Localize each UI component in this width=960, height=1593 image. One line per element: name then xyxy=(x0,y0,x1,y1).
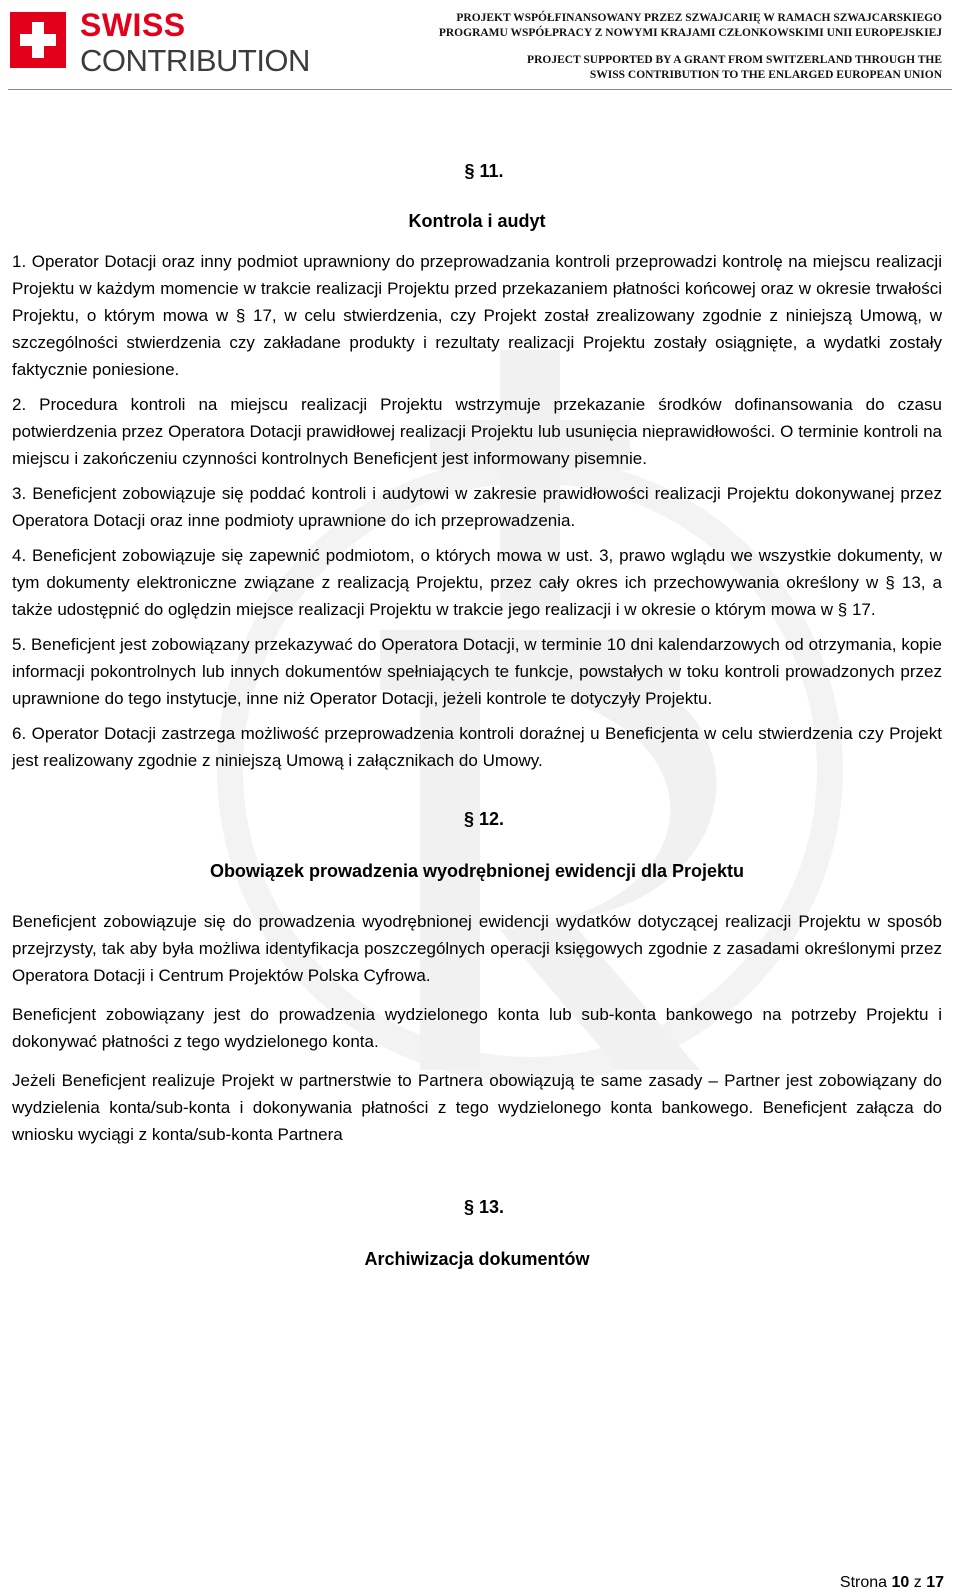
section-13-number: § 13. xyxy=(463,1197,505,1217)
logo-contribution-text: CONTRIBUTION xyxy=(80,43,310,78)
section-12-paragraph-2: Beneficjent zobowiązany jest do prowadzenia wydzielonego konta lub sub-konta bankowego na potrzeby Projektu i dokonywać płatności z tego wydzielonego konta. xyxy=(12,1005,942,1051)
footer-page-total: 17 xyxy=(926,1574,944,1591)
header-polish-line-1: PROJEKT WSPÓŁFINANSOWANY PRZEZ SZWAJCARIĘ W RAMACH SZWAJCARSKIEGO xyxy=(456,12,942,24)
section-11-paragraph-4: 4. Beneficjent zobowiązuje się zapewnić podmiotom, o których mowa w ust. 3, prawo wglądu we wszystkie dokumenty, w tym dokumenty elektroniczne związane z realizacją Projektu, przez cały okres ich przechowywania określony w § 13, a także udostępnić do oględzin miejsce realizacji Projektu w trakcie jego realizacji i w okresie o którym mowa w § 17. xyxy=(12,546,942,619)
header-english-line-1: PROJECT SUPPORTED BY A GRANT FROM SWITZERLAND THROUGH THE xyxy=(527,54,942,66)
page-footer xyxy=(840,1573,944,1593)
section-11-title: Kontrola i audyt xyxy=(408,211,546,231)
footer-page-of: z xyxy=(913,1574,922,1591)
section-11-number: § 11. xyxy=(464,161,504,181)
swiss-cross-vertical xyxy=(32,22,44,58)
document-body xyxy=(12,160,942,1270)
header-divider xyxy=(8,89,952,90)
header-polish-notice xyxy=(439,11,942,41)
section-11-paragraph-6: 6. Operator Dotacji zastrzega możliwość przeprowadzenia kontroli doraźnej u Beneficjenta w celu stwierdzenia czy Projekt jest realizowany zgodnie z niniejszą Umową i załącznikach do Umowy. xyxy=(12,724,942,770)
section-12-title: Obowiązek prowadzenia wyodrębnionej ewidencji dla Projektu xyxy=(209,861,745,881)
section-11-paragraph-1: 1. Operator Dotacji oraz inny podmiot uprawniony do przeprowadzania kontroli przeprowadzi kontrolę na miejscu realizacji Projektu w każdym momencie w trakcie realizacji Projektu przed przekazaniem płatności końcowej oraz w okresie trwałości Projektu, o którym mowa w § 17, w celu stwierdzenia, czy Projekt został zrealizowany zgodnie z niniejszą Umową, w szczególności stwierdzenia czy zakładane produkty i rezultaty realizacji Projektu zostały osiągnięte, a wydatki zostały faktycznie poniesione. xyxy=(12,252,942,379)
section-12-number: § 12. xyxy=(463,809,505,829)
page-header xyxy=(0,0,960,92)
header-english-line-2: SWISS CONTRIBUTION TO THE ENLARGED EUROPEAN UNION xyxy=(589,69,942,81)
header-polish-line-2: PROGRAMU WSPÓŁPRACY Z NOWYMI KRAJAMI CZŁONKOWSKIMI UNII EUROPEJSKIEJ xyxy=(438,27,942,39)
footer-page-word: Strona xyxy=(839,1574,888,1591)
section-11-paragraph-5: 5. Beneficjent jest zobowiązany przekazywać do Operatora Dotacji, w terminie 10 dni kalendarzowych od otrzymania, kopie informacji pokontrolnych lub innych dokumentów spełniających te funkcje, powstałych w toku kontroli prowadzonych przez uprawnione do tego instytucje, inne niż Operator Dotacji, jeżeli kontrole te dotyczyły Projektu. xyxy=(12,635,942,708)
section-13-title: Archiwizacja dokumentów xyxy=(364,1249,590,1269)
footer-page-current: 10 xyxy=(891,1574,910,1591)
section-12-paragraph-1: Beneficjent zobowiązuje się do prowadzenia wyodrębnionej ewidencji wydatków dotyczącej realizacji Projektu w sposób przejrzysty, tak aby była możliwa identyfikacja poszczególnych operacji księgowych zgodnie z zasadami określonymi przez Operatora Dotacji i Centrum Projektów Polska Cyfrowa. xyxy=(12,912,942,985)
section-12-paragraph-3: Jeżeli Beneficjent realizuje Projekt w partnerstwie to Partnera obowiązują te same zasady – Partner jest zobowiązany do wydzielenia konta/sub-konta i dokonywania płatności z tego wydzielonego konta bankowego. Beneficjent załącza do wniosku wyciągi z konta/sub-konta Partnera xyxy=(12,1071,942,1144)
header-english-notice xyxy=(527,53,942,83)
section-11-paragraph-2: 2. Procedura kontroli na miejscu realizacji Projektu wstrzymuje przekazanie środków dofinansowania do czasu potwierdzenia przez Operatora Dotacji prawidłowej realizacji Projektu lub usunięcia nieprawidłowości. O terminie kontroli na miejscu i zakończeniu czynności kontrolnych Beneficjent jest informowany pisemnie. xyxy=(12,395,942,468)
logo-swiss-text: SWISS xyxy=(80,7,186,43)
section-11-paragraph-3: 3. Beneficjent zobowiązuje się poddać kontroli i audytowi w zakresie prawidłowości realizacji Projektu dokonywanej przez Operatora Dotacji oraz inne podmioty uprawnione do ich przeprowadzenia. xyxy=(12,484,942,530)
